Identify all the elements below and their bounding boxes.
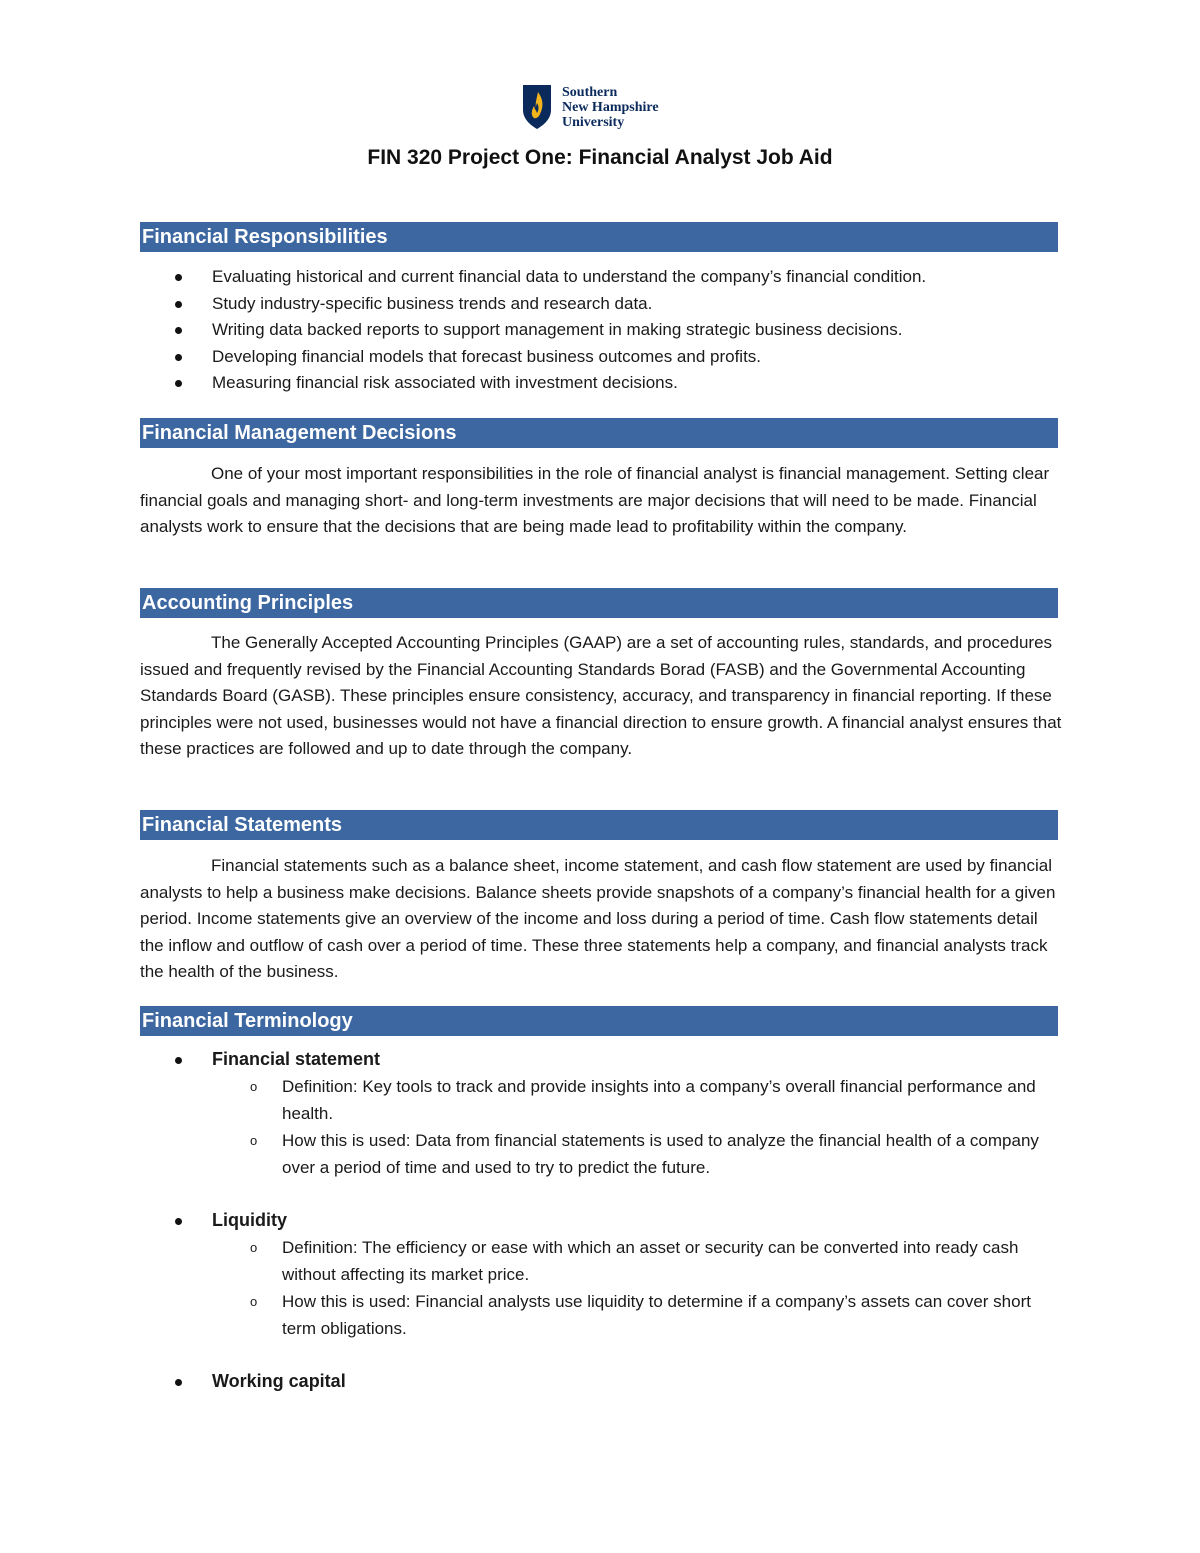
accounting-paragraph: The Generally Accepted Accounting Principles (GAAP) are a set of accounting rules, standards, and procedures issued and frequently revised by the Financial Accounting Standards Borad (FASB) and the Governmental Accounting Standards Board (GASB). These principles ensure consistency, accuracy, and transparency in financial reporting. If these principles were not used, businesses would not have a financial direction to ensure growth. A financial analyst ensures that these practices are followed and up to date through the company. [140,633,1062,758]
university-logo [522,84,659,130]
shield-flame-icon [522,84,552,130]
term-definition: o Definition: The efficiency or ease with which an asset or security can be converted into ready cash without affecting its market price. [172,1234,1062,1288]
logo-wordmark [562,85,659,130]
term-name: Financial statement [172,1046,1062,1073]
section-heading-terminology: Financial Terminology [140,1006,1058,1036]
term-definition: o Definition: Key tools to track and provide insights into a company’s overall financial performance and health. [172,1073,1062,1127]
document-title: FIN 320 Project One: Financial Analyst Job Aid [367,146,833,169]
term-liquidity [172,1207,1062,1342]
logo-line: Southern [562,84,618,100]
list-item: Study industry-specific business trends and research data. [172,291,926,318]
section-heading-responsibilities: Financial Responsibilities [140,222,1058,252]
list-item: Developing financial models that forecast business outcomes and profits. [172,344,926,371]
term-usage: o How this is used: Data from financial statements is used to analyze the financial health of a company over a period of time and used to try to predict the future. [172,1127,1062,1181]
responsibilities-list [172,264,926,397]
logo-line: New Hampshire [562,99,659,115]
section-heading-management: Financial Management Decisions [140,418,1058,448]
term-name: Working capital [172,1368,1062,1395]
term-usage: o How this is used: Financial analysts use liquidity to determine if a company’s assets can cover short term obligations. [172,1288,1062,1342]
term-name: Liquidity [172,1207,1062,1234]
list-item: Measuring financial risk associated with investment decisions. [172,370,926,397]
term-working-capital [172,1368,1062,1395]
logo-line: University [562,114,625,130]
section-heading-accounting: Accounting Principles [140,588,1058,618]
management-paragraph: One of your most important responsibilities in the role of financial analyst is financial management. Setting clear financial goals and managing short- and long-term investments are major decisions that will need to be made. Financial analysts work to ensure that the decisions that are being made lead to profitability within the company. [140,464,1050,536]
list-item: Writing data backed reports to support management in making strategic business decisions. [172,317,926,344]
term-financial-statement [172,1046,1062,1181]
section-heading-statements: Financial Statements [140,810,1058,840]
statements-paragraph: Financial statements such as a balance sheet, income statement, and cash flow statement are used by financial analysts to help a business make decisions. Balance sheets provide snapshots of a company’s financial health for a given period. Income statements give an overview of the income and loss during a period of time. Cash flow statements detail the inflow and outflow of cash over a period of time. These three statements help a company, and financial analysts track the health of the business. [140,856,1056,981]
list-item: Evaluating historical and current financial data to understand the company’s financial condition. [172,264,926,291]
